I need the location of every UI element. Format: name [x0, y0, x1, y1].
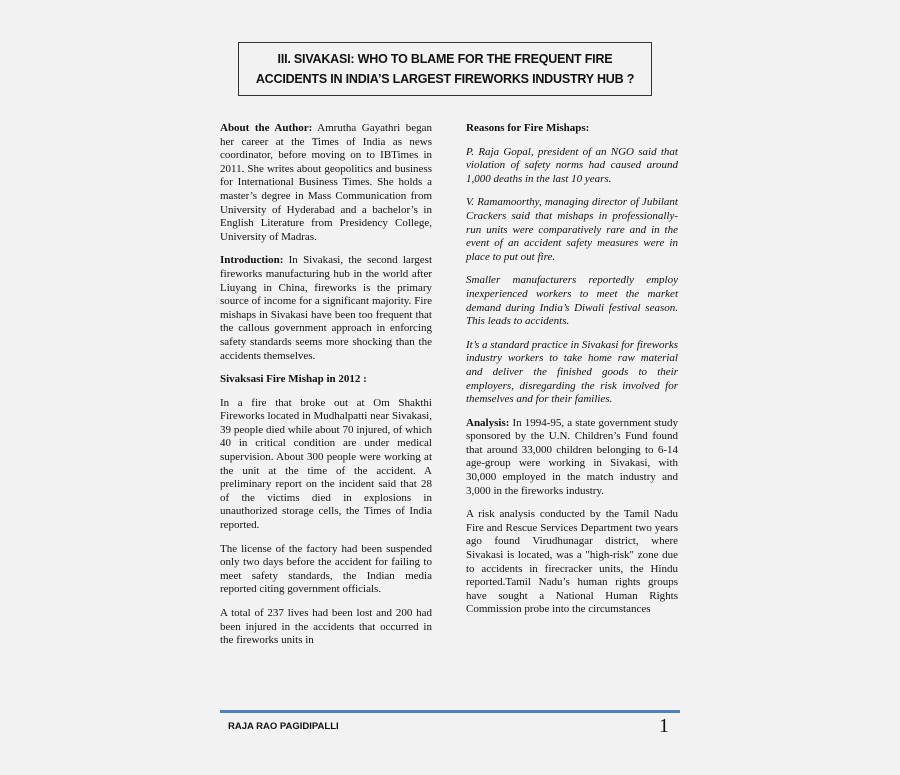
left-column — [220, 122, 432, 658]
about-author-text: Amrutha Gayathri began her career at the Times of India as news coordinator, before moving on to IBTimes in 2011. She writes about geopolitics and business for International Business Times. She holds a master’s degree in Mass Communication from University of Hyderabad and a bachelor’s in English Literature from Presidency College, University of Madras. — [220, 122, 432, 243]
reason-paragraph-1: P. Raja Gopal, president of an NGO said that violation of safety norms had caused around 1,000 deaths in the last 10 years. — [466, 145, 678, 185]
mishap-paragraph-3: A total of 237 lives had been lost and 200 had been injured in the accidents that occurred in the fireworks units in — [220, 607, 432, 647]
introduction-paragraph — [220, 254, 432, 363]
about-author-label: About the Author: — [220, 122, 313, 134]
reason-paragraph-3: Smaller manufacturers reportedly employ inexperienced workers to meet the market demand during India’s Diwali festival season. This leads to accidents. — [466, 274, 678, 328]
analysis-paragraph — [466, 417, 678, 499]
introduction-label: Introduction: — [220, 254, 284, 267]
title-line-1: III. SIVAKASI: WHO TO BLAME FOR THE FREQUENT FIRE — [277, 52, 613, 66]
mishap-paragraph-1: In a fire that broke out at Om Shakthi Fireworks located in Mudhalpatti near Sivakasi, 39 people died while about 70 injured, of which 40 in critical condition are under medical supervision. About 300 people were working at the unit at the time of the accident. A preliminary report on the incident said that 28 of the victims died in explosions in unauthorized storage cells, the Times of India reported. — [220, 396, 432, 532]
footer-divider — [220, 710, 680, 713]
introduction-text: In Sivakasi, the second largest fireworks manufacturing hub in the world after Liuyang in China, fireworks is the primary source of income for a significant majority. Fire mishaps in Sivakasi have been too frequent that the callous government approach in enforcing safety standards seems more shocking than the accidents themselves. — [220, 254, 432, 362]
title-box — [238, 42, 652, 96]
mishap-heading: Sivaksasi Fire Mishap in 2012 : — [220, 373, 367, 386]
risk-analysis-paragraph: A risk analysis conducted by the Tamil Nadu Fire and Rescue Services Department two years ago found Virudhunagar district, where Sivakasi is located, was a "high-risk" zone due to accidents in firecracker units, the Hindu reported.Tamil Nadu’s human rights groups have sought a National Human Rights Commission probe into the circumstances — [466, 508, 678, 616]
title-line-2: ACCIDENTS IN INDIA’S LARGEST FIREWORKS INDUSTRY HUB ? — [255, 72, 635, 86]
reasons-heading: Reasons for Fire Mishaps: — [466, 122, 590, 134]
reason-paragraph-4: It’s a standard practice in Sivakasi for fireworks industry workers to take home raw material and deliver the finished goods to their employers, disregarding the risk involved for themselves and for their families. — [466, 338, 678, 406]
analysis-label: Analysis: — [466, 416, 510, 429]
right-column — [466, 122, 678, 627]
about-author-paragraph — [220, 122, 432, 244]
footer-author: RAJA RAO PAGIDIPALLI — [228, 721, 339, 732]
analysis-text: In 1994-95, a state government study sponsored by the U.N. Children’s Fund found that around 33,000 children belonging to 6-14 age-group were working in Sivakasi, with 30,000 employed in the match industry and 3,000 in the fireworks industry. — [466, 416, 678, 497]
mishap-paragraph-2: The license of the factory had been suspended only two days before the accident for failing to meet safety standards, the Indian media reported citing government officials. — [220, 542, 432, 596]
page-number: 1 — [659, 715, 669, 737]
reason-paragraph-2: V. Ramamoorthy, managing director of Jubilant Crackers said that mishaps in professionally-run units were comparatively rare and in the event of an accident safety measures were in place to put out fire. — [466, 196, 678, 263]
